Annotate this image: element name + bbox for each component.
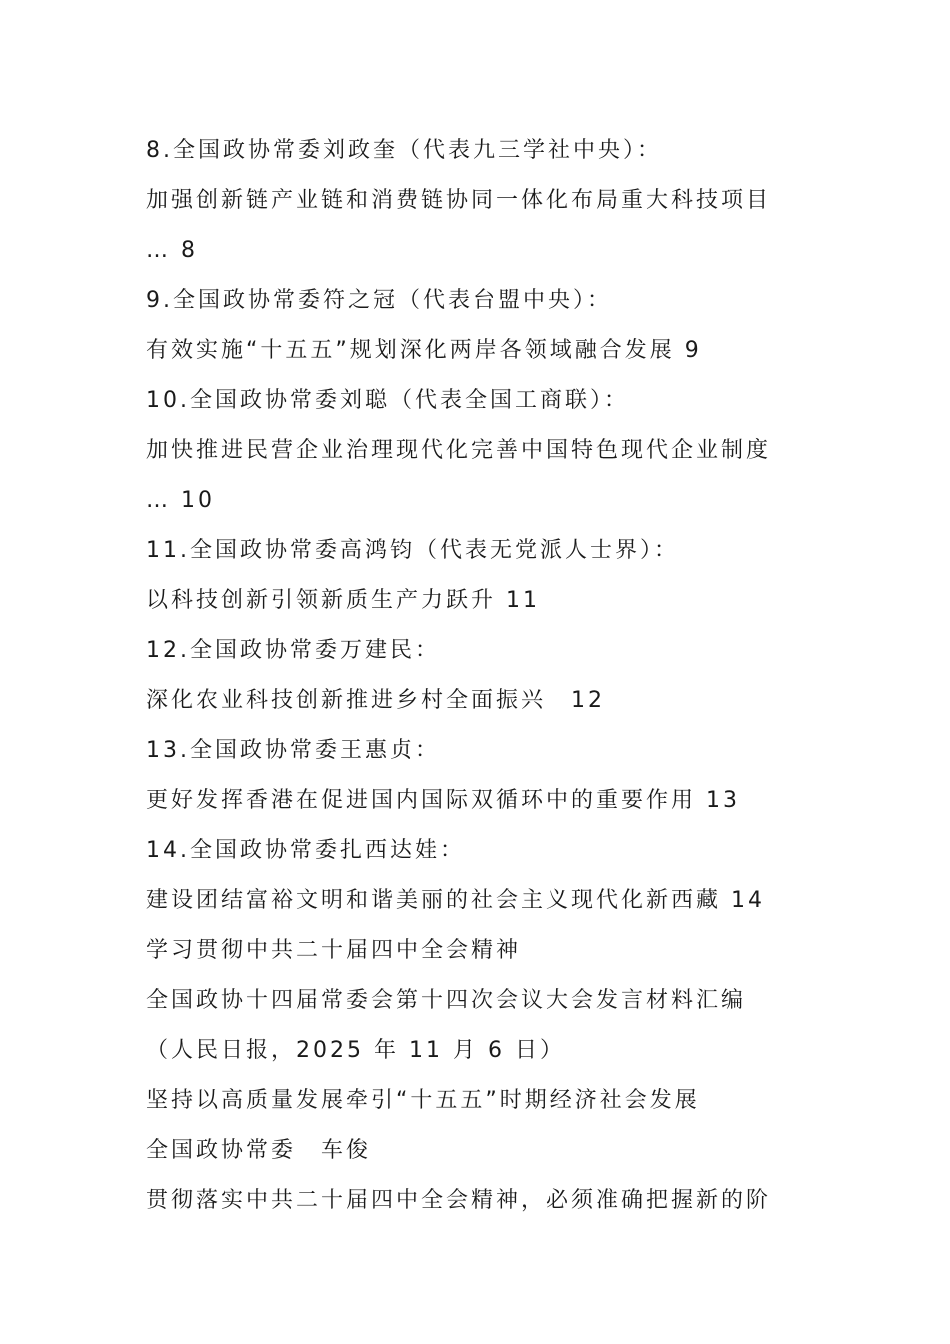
toc-entry-13-title: 更好发挥香港在促进国内国际双循环中的重要作用 13 (146, 788, 740, 813)
toc-entry-9-heading: 9.全国政协常委符之冠（代表台盟中央）： (146, 288, 612, 313)
source-line: （人民日报，2025 年 11 月 6 日） (146, 1038, 565, 1063)
toc-entry-12-title: 深化农业科技创新推进乡村全面振兴 12 (146, 688, 605, 713)
toc-entry-11-title: 以科技创新引领新质生产力跃升 11 (146, 588, 540, 613)
toc-entry-12-heading: 12.全国政协常委万建民： (146, 638, 440, 663)
toc-entry-11-heading: 11.全国政协常委高鸿钧（代表无党派人士界）： (146, 538, 679, 563)
toc-entry-14-heading: 14.全国政协常委扎西达娃： (146, 838, 465, 863)
toc-entry-9-title: 有效实施“十五五”规划深化两岸各领域融合发展 9 (146, 338, 702, 363)
toc-entry-10-heading: 10.全国政协常委刘聪（代表全国工商联）： (146, 388, 629, 413)
toc-entry-8-page: … 8 (146, 238, 198, 263)
toc-entry-10-title: 加快推进民营企业治理现代化完善中国特色现代企业制度 (146, 438, 772, 463)
article-author: 全国政协常委 车俊 (146, 1138, 372, 1163)
article-body-text: 贯彻落实中共二十届四中全会精神，必须准确把握新的阶 (146, 1188, 772, 1213)
toc-entry-10-page: … 10 (146, 488, 215, 513)
toc-entry-14-title: 建设团结富裕文明和谐美丽的社会主义现代化新西藏 14 (146, 888, 765, 913)
toc-entry-8-title: 加强创新链产业链和消费链协同一体化布局重大科技项目 (146, 188, 772, 213)
toc-entry-13-heading: 13.全国政协常委王惠贞： (146, 738, 440, 763)
section-subtitle: 全国政协十四届常委会第十四次会议大会发言材料汇编 (146, 988, 747, 1013)
article-title: 坚持以高质量发展牵引“十五五”时期经济社会发展 (146, 1088, 700, 1113)
toc-entry-8-heading: 8.全国政协常委刘政奎（代表九三学社中央）： (146, 138, 662, 163)
section-title: 学习贯彻中共二十届四中全会精神 (146, 938, 522, 963)
document-body (146, 132, 826, 1232)
